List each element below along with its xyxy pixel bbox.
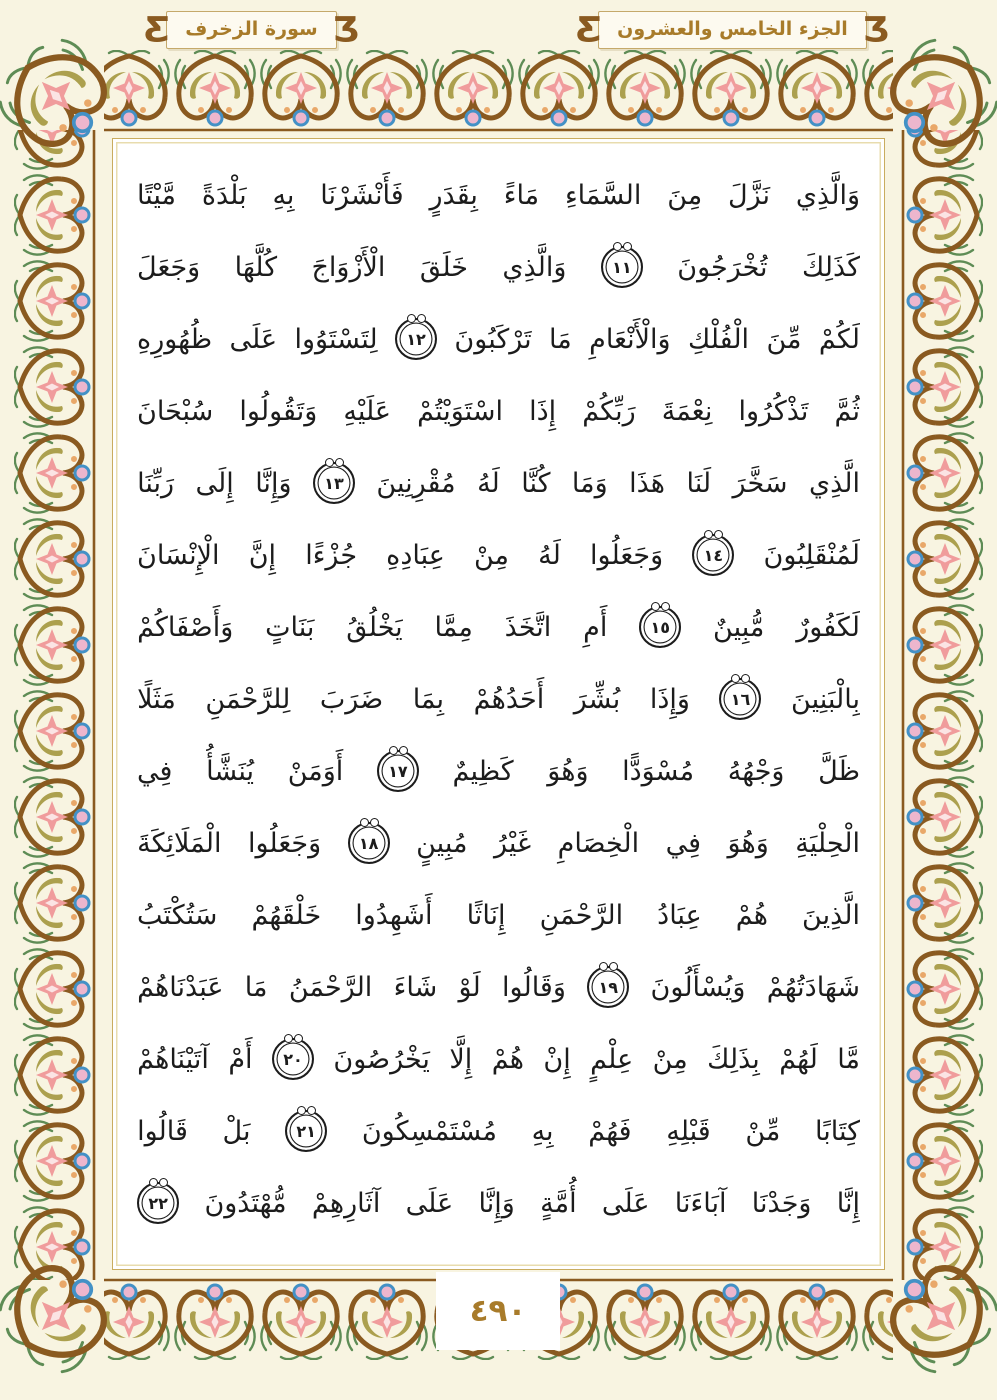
ayah-word: وَمَا	[571, 467, 608, 499]
quran-line	[137, 591, 860, 663]
ayah-word: إِلَى	[195, 467, 234, 499]
ayah-word: نِعْمَةَ	[661, 395, 713, 427]
verse-number-badge: ١٨	[348, 822, 390, 864]
ayah-word: ضَرَبَ	[319, 683, 384, 715]
quran-line	[137, 303, 860, 375]
ayah-word: رَبِّكُمْ	[582, 395, 636, 427]
ayah-word: وَالَّذِي	[795, 179, 860, 211]
ayah-word: الَّذِينَ	[802, 899, 860, 931]
verse-number-badge: ١٧	[377, 750, 419, 792]
ayah-word: كُلَّهَا	[234, 251, 278, 283]
ayah-word: إِنْ	[543, 1043, 571, 1075]
ayah-word: وَجْهُهُ	[727, 755, 785, 787]
ayah-word: لِتَسْتَوُوا	[294, 323, 378, 355]
ayah-word: كُنَّا	[521, 467, 551, 499]
ayah-word: وَالَّذِي	[502, 251, 567, 283]
ayah-word: خَلَقَ	[419, 251, 468, 283]
juz-name-label: الجزء الخامس والعشرون	[598, 11, 867, 49]
ayah-word: وَتَقُولُوا	[239, 395, 318, 427]
ayah-word: ثُمَّ	[834, 395, 860, 427]
ayah-word: عَلَى	[405, 1187, 454, 1219]
ayah-word: الْخِصَامِ	[557, 827, 640, 859]
ayah-word: عَلَيْهِ	[343, 395, 392, 427]
quran-lines	[113, 139, 884, 1239]
ayah-word: عَبَدْنَاهُمْ	[137, 971, 224, 1003]
ayah-word: الْحِلْيَةِ	[795, 827, 860, 859]
verse-number-badge: ١٦	[719, 678, 761, 720]
verse-number-badge: ١٢	[395, 318, 437, 360]
quran-line	[137, 1167, 860, 1239]
ayah-word: يَخْلُقُ	[346, 611, 403, 643]
ayah-word: قَالُوا	[137, 1115, 188, 1147]
ayah-word: مُقْرِنِينَ	[376, 467, 456, 499]
ayah-word: جُزْءًا	[305, 539, 358, 571]
ayah-word: فِي	[137, 755, 173, 787]
ayah-word: مِمَّا	[434, 611, 473, 643]
ayah-word: كِتَابًا	[815, 1115, 860, 1147]
ayah-word: لَكَفُورٌ	[796, 611, 860, 643]
ayah-word: مُسْوَدًّا	[622, 755, 695, 787]
ayah-word: بِهِ	[272, 179, 295, 211]
ayah-word: مَا	[244, 971, 268, 1003]
ayah-word: مِّنْ	[745, 1115, 781, 1147]
ayah-word: وَهُوَ	[727, 827, 769, 859]
ayah-word: مِنَ	[667, 179, 703, 211]
ayah-word: تَرْكَبُونَ	[454, 323, 532, 355]
ayah-word: عِلْمٍ	[590, 1043, 634, 1075]
quran-line	[137, 1023, 860, 1095]
ayah-word: آبَاءَنَا	[674, 1187, 727, 1219]
quran-line	[137, 807, 860, 879]
ayah-word: أَمِ	[583, 611, 608, 643]
ayah-word: مِّنَ	[766, 323, 802, 355]
ayah-word: مَا	[549, 323, 572, 355]
ayah-word: وَإِذَا	[649, 683, 690, 715]
ayah-word: إِذَا	[529, 395, 557, 427]
ayah-word: اتَّخَذَ	[504, 611, 552, 643]
ayah-word: لَهُمْ	[779, 1043, 818, 1075]
ayah-word: لِلرَّحْمَنِ	[205, 683, 291, 715]
ayah-word: مِنْ	[473, 539, 509, 571]
ayah-word: مُبِينٍ	[416, 827, 468, 859]
ayah-word: أَحَدُهُمْ	[473, 683, 545, 715]
quran-line	[137, 951, 860, 1023]
quran-line	[137, 735, 860, 807]
quran-line	[137, 447, 860, 519]
verse-number-badge: ١٤	[692, 534, 734, 576]
ayah-word: بِهِ	[531, 1115, 554, 1147]
ayah-word: عَلَى	[601, 1187, 650, 1219]
ayah-word: مَثَلًا	[137, 683, 176, 715]
ayah-word: مَّا	[837, 1043, 860, 1075]
ayah-word: مَاءً	[503, 179, 540, 211]
ayah-word: لَهُ	[538, 539, 561, 571]
quran-line	[137, 879, 860, 951]
ayah-word: وَإِنَّا	[478, 1187, 515, 1219]
ayah-word: أَوَمَنْ	[287, 755, 344, 787]
ayah-word: الرَّحْمَنُ	[288, 971, 373, 1003]
ayah-word: السَّمَاءِ	[564, 179, 642, 211]
ayah-word: ظَلَّ	[818, 755, 860, 787]
ayah-word: إِنَّ	[248, 539, 277, 571]
ayah-word: تُخْرَجُونَ	[677, 251, 768, 283]
ayah-word: مُّبِينٌ	[713, 611, 765, 643]
ayah-word: مَّيْتًا	[137, 179, 176, 211]
ayah-word: الَّذِي	[808, 467, 860, 499]
ayah-word: لَهُ	[477, 467, 500, 499]
ayah-word: فَأَنْشَرْنَا	[320, 179, 404, 211]
ayah-word: أَشَهِدُوا	[355, 899, 433, 931]
ayah-word: الْأَزْوَاجَ	[311, 251, 386, 283]
ornament-bracket-icon: Ƹ	[144, 10, 171, 50]
ayah-word: هُمْ	[491, 1043, 524, 1075]
ayah-word: سَخَّرَ	[732, 467, 788, 499]
quran-line	[137, 231, 860, 303]
ayah-word: بِقَدَرٍ	[429, 179, 478, 211]
ayah-word: وَأَصْفَاكُمْ	[137, 611, 234, 643]
ayah-word: فِي	[665, 827, 702, 859]
ayah-word: بِمَا	[412, 683, 445, 715]
verse-number-badge: ١٥	[639, 606, 681, 648]
ayah-word: كَظِيمٌ	[452, 755, 514, 787]
ayah-word: آثَارِهِمْ	[311, 1187, 381, 1219]
surah-name-label: سورة الزخرف	[166, 11, 336, 49]
ayah-word: إِنَاثًا	[466, 899, 506, 931]
quran-line	[137, 159, 860, 231]
ayah-word: بَلْ	[222, 1115, 251, 1147]
ayah-word: وَالْأَنْعَامِ	[589, 323, 671, 355]
ayah-word: عِبَادُ	[657, 899, 702, 931]
quran-line	[137, 375, 860, 447]
ayah-word: بِالْبَنِينَ	[791, 683, 860, 715]
ayah-word: لَمُنْقَلِبُونَ	[763, 539, 860, 571]
quran-text-area	[112, 138, 885, 1270]
ayah-word: وَقَالُوا	[502, 971, 566, 1003]
ornament-bracket-icon: Ʒ	[332, 10, 359, 50]
ayah-word: يَخْرُصُونَ	[333, 1043, 430, 1075]
verse-number-badge: ٢٠	[272, 1038, 314, 1080]
ayah-word: وَهُوَ	[547, 755, 589, 787]
ayah-word: وَجَعَلُوا	[247, 827, 322, 859]
ayah-word: بَلْدَةً	[201, 179, 247, 211]
ayah-word: الرَّحْمَنِ	[539, 899, 624, 931]
ayah-word: وَجَدْنَا	[751, 1187, 812, 1219]
ayah-word: بِذَلِكَ	[707, 1043, 760, 1075]
ayah-word: هُمْ	[735, 899, 768, 931]
quran-line	[137, 1095, 860, 1167]
ayah-word: وَإِنَّا	[255, 467, 292, 499]
ayah-word: غَيْرُ	[493, 827, 532, 859]
ayah-word: إِلَّا	[449, 1043, 473, 1075]
verse-number-badge: ١٣	[313, 462, 355, 504]
ayah-word: شَهَادَتُهُمْ	[766, 971, 860, 1003]
verse-number-badge: ١٩	[587, 966, 629, 1008]
ayah-word: آتَيْنَاهُمْ	[137, 1043, 209, 1075]
page-number-value: ٤٩٠	[469, 1293, 527, 1329]
quran-line	[137, 663, 860, 735]
ayah-word: عِبَادِهِ	[386, 539, 445, 571]
ayah-word: تَذْكُرُوا	[738, 395, 809, 427]
ayah-word: يُنَشَّأُ	[206, 755, 255, 787]
ayah-word: فَهُمْ	[588, 1115, 632, 1147]
ornament-bracket-icon: Ʒ	[862, 10, 889, 50]
ayah-word: عَلَى	[229, 323, 278, 355]
ayah-word: لَكُمْ	[818, 323, 860, 355]
ayah-word: الْمَلَائِكَةَ	[137, 827, 222, 859]
ayah-word: نَزَّلَ	[728, 179, 771, 211]
ornament-bracket-icon: Ƹ	[575, 10, 603, 50]
ayah-word: إِنَّا	[836, 1187, 860, 1219]
ayah-word: قَبْلِهِ	[666, 1115, 711, 1147]
ayah-word: لَنَا	[686, 467, 712, 499]
verse-number-badge: ٢١	[285, 1110, 327, 1152]
ayah-word: أَمْ	[228, 1043, 253, 1075]
ayah-word: خَلْقَهُمْ	[251, 899, 322, 931]
verse-number-badge: ٢٢	[137, 1182, 179, 1224]
ayah-word: ظُهُورِهِ	[137, 323, 213, 355]
ayah-word: بَنَاتٍ	[265, 611, 315, 643]
ayah-word: وَجَعَلَ	[137, 251, 201, 283]
ayah-word: الْإِنْسَانَ	[137, 539, 220, 571]
ayah-word: لَوْ	[458, 971, 481, 1003]
ayah-word: كَذَلِكَ	[801, 251, 860, 283]
ayah-word: مُّهْتَدُونَ	[204, 1187, 287, 1219]
verse-number-badge: ١١	[601, 246, 643, 288]
ayah-word: وَيُسْأَلُونَ	[650, 971, 746, 1003]
ayah-word: اسْتَوَيْتُمْ	[417, 395, 503, 427]
ayah-word: مُسْتَمْسِكُونَ	[361, 1115, 497, 1147]
quran-line	[137, 519, 860, 591]
ayah-word: أُمَّةٍ	[540, 1187, 577, 1219]
ayah-word: سَتُكْتَبُ	[137, 899, 218, 931]
page-number	[436, 1272, 560, 1350]
ayah-word: سُبْحَانَ	[137, 395, 214, 427]
ayah-word: شَاءَ	[393, 971, 438, 1003]
ayah-word: بُشِّرَ	[573, 683, 621, 715]
ayah-word: وَجَعَلُوا	[590, 539, 664, 571]
ayah-word: مِنْ	[652, 1043, 688, 1075]
ayah-word: رَبِّنَا	[137, 467, 175, 499]
ayah-word: الْفُلْكِ	[687, 323, 750, 355]
ayah-word: هَذَا	[629, 467, 666, 499]
